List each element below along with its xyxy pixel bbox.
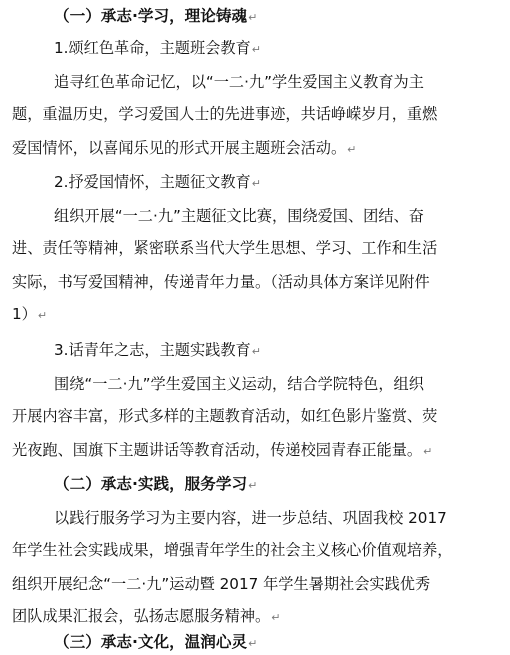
item-2-text-line: 1）↵ bbox=[12, 305, 48, 323]
item-1-text-line: 追寻红色革命记忆，以“一二·九”学生爱国主义教育为主 bbox=[54, 73, 424, 91]
section-2-text-line: 年学生社会实践成果，增强青年学生的社会主义核心价值观培养， bbox=[12, 541, 453, 559]
item-1-text-line: 题，重温历史，学习爱国人士的先进事迹，共话峥嵘岁月，重燃 bbox=[12, 105, 438, 123]
item-1-text-line: 爱国情怀，以喜闻乐见的形式开展主题班会活动。↵ bbox=[12, 139, 357, 157]
item-3-title: 3.话青年之志，主题实践教育↵ bbox=[54, 341, 261, 359]
section-heading-1: （一）承志·学习，理论铸魂↵ bbox=[54, 7, 258, 25]
item-3-text-line: 围绕“一二·九”学生爱国主义运动，结合学院特色，组织 bbox=[54, 375, 424, 393]
section-2-text-line: 团队成果汇报会，弘扬志愿服务精神。↵ bbox=[12, 607, 281, 625]
section-heading-2: （二）承志·实践，服务学习↵ bbox=[54, 475, 258, 493]
paragraph-mark: ↵ bbox=[251, 43, 261, 56]
paragraph-mark: ↵ bbox=[423, 445, 433, 458]
item-1-title: 1.颂红色革命，主题班会教育↵ bbox=[54, 39, 261, 57]
section-2-text-line: 组织开展纪念“一二·九”运动暨 2017 年学生暑期社会实践优秀 bbox=[12, 575, 431, 593]
paragraph-mark: ↵ bbox=[248, 479, 258, 492]
paragraph-mark: ↵ bbox=[251, 345, 261, 358]
item-2-text-line: 进、责任等精神，紧密联系当代大学生思想、学习、工作和生活 bbox=[12, 239, 438, 257]
paragraph-mark: ↵ bbox=[271, 611, 281, 624]
paragraph-mark: ↵ bbox=[251, 177, 261, 190]
paragraph-mark: ↵ bbox=[248, 11, 258, 24]
item-3-text-line: 开展内容丰富，形式多样的主题教育活动，如红色影片鉴赏、荧 bbox=[12, 407, 438, 425]
paragraph-mark: ↵ bbox=[37, 309, 48, 322]
paragraph-mark: ↵ bbox=[248, 637, 258, 650]
item-3-text-line: 光夜跑、国旗下主题讲话等教育活动，传递校园青春正能量。↵ bbox=[12, 441, 433, 459]
paragraph-mark: ↵ bbox=[347, 143, 357, 156]
item-2-text-line: 实际，书写爱国精神，传递青年力量。（活动具体方案详见附件 bbox=[12, 273, 430, 291]
item-2-text-line: 组织开展“一二·九”主题征文比赛，围绕爱国、团结、奋 bbox=[54, 207, 424, 225]
item-2-title: 2.抒爱国情怀，主题征文教育↵ bbox=[54, 173, 261, 191]
section-2-text-line: 以践行服务学习为主要内容，进一步总结、巩固我校 2017 bbox=[54, 509, 447, 527]
section-heading-3: （三）承志·文化，温润心灵↵ bbox=[54, 633, 258, 651]
